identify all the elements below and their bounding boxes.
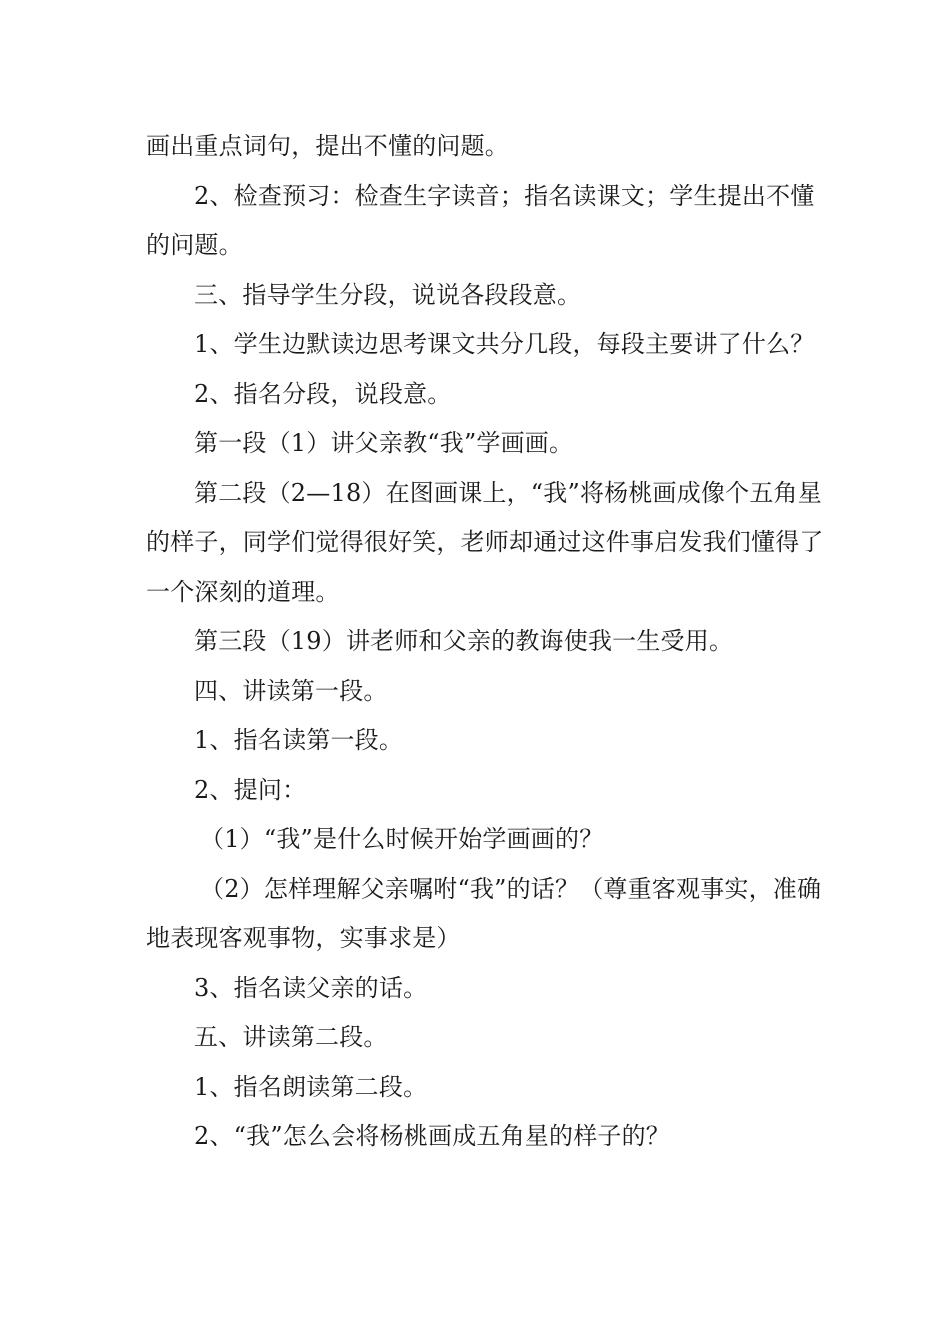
- paragraph-9: 四、讲读第一段。: [194, 676, 388, 705]
- paragraph-16: 1、指名朗读第二段。: [194, 1072, 428, 1101]
- paragraph-11: 2、提问：: [194, 775, 307, 804]
- paragraph-13: （2）怎样理解父亲嘱咐“我”的话？（尊重客观事实，准确地表现客观事物，实事求是）: [146, 874, 822, 952]
- paragraph-17: 2、“我”怎么会将杨桃画成五角星的样子的？: [194, 1122, 671, 1150]
- paragraph-15: 五、讲读第二段。: [194, 1023, 388, 1051]
- document-body: [146, 122, 826, 1162]
- paragraph-5: 2、指名分段，说段意。: [194, 379, 452, 408]
- paragraph-14: 3、指名读父亲的话。: [194, 973, 428, 1002]
- paragraph-4: 1、学生边默读边思考课文共分几段，每段主要讲了什么？: [194, 330, 815, 358]
- paragraph-6: 第一段（1）讲父亲教“我”学画画。: [194, 429, 574, 457]
- paragraph-2: 2、检查预习：检查生字读音；指名读课文；学生提出不懂的问题。: [146, 181, 815, 259]
- paragraph-7: 第二段（2—18）在图画课上，“我”将杨桃画成像个五角星的样子，同学们觉得很好笑，老师却通过这件事启发我们懂得了一个深刻的道理。: [146, 478, 824, 606]
- paragraph-10: 1、指名读第一段。: [194, 726, 404, 754]
- paragraph-8: 第三段（19）讲老师和父亲的教诲使我一生受用。: [194, 627, 734, 655]
- paragraph-12: （1）“我”是什么时候开始学画画的？: [200, 825, 604, 853]
- paragraph-1: 画出重点词句，提出不懂的问题。: [146, 132, 509, 160]
- paragraph-3: 三、指导学生分段，说说各段段意。: [194, 280, 582, 309]
